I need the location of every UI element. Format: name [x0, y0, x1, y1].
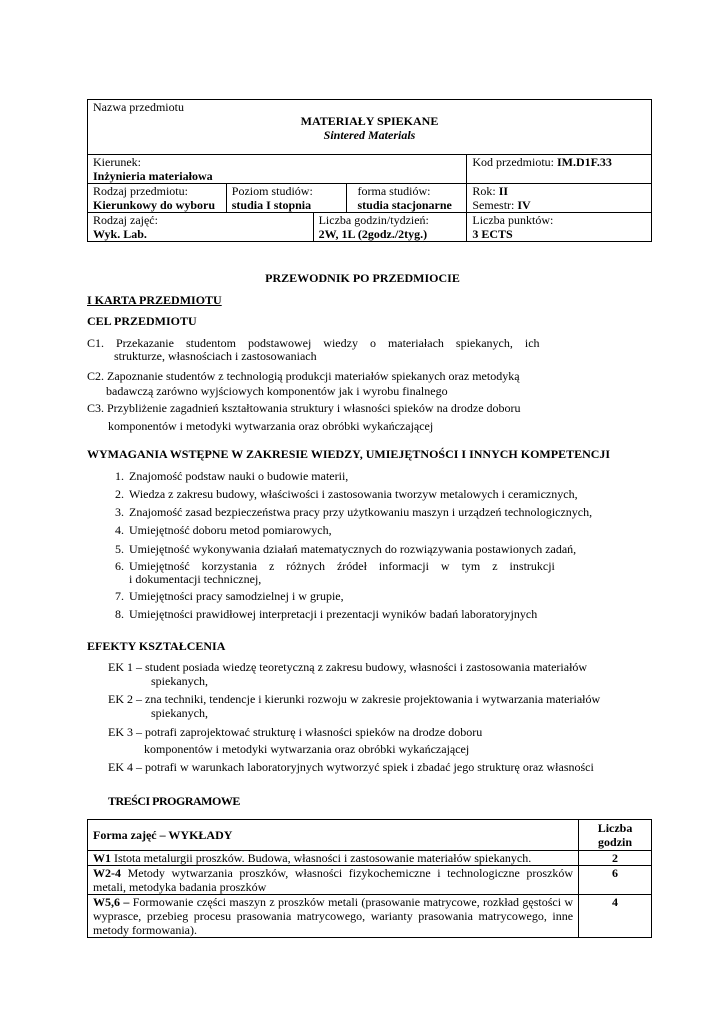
- semester-value: IV: [517, 198, 531, 212]
- code-label: Kod przedmiotu:: [472, 155, 555, 169]
- goal-c1-line1: C1. Przekazanie studentom podstawowej wiedzy o materiałach spiekanych, ich: [87, 336, 540, 350]
- classes-value: Wyk. Lab.: [93, 227, 147, 241]
- hours-value: 2W, 1L (2godz./2tyg.): [318, 227, 428, 241]
- level-value: studia I stopnia: [231, 198, 312, 212]
- direction-value: Inżynieria materiałowa: [93, 169, 213, 183]
- subject-label: Nazwa przedmiotu: [93, 100, 184, 114]
- hours-label: Liczba godzin/tydzień:: [318, 213, 429, 227]
- lecture-row-2-hours: 6: [579, 866, 652, 895]
- classes-label: Rodzaj zajęć:: [93, 213, 158, 227]
- semester-label: Semestr:: [472, 198, 515, 212]
- lectures-table: [87, 819, 652, 938]
- goal-c2-line1: C2. Zapoznanie studentów z technologią produkcji materiałów spiekanych oraz metodyką: [87, 369, 520, 383]
- lecture-row-1: W1 Istota metalurgii proszków. Budowa, własności i zastosowanie materiałów spiekanych.: [88, 851, 579, 866]
- type-value: Kierunkowy do wyboru: [93, 198, 216, 212]
- lecture-row-3-hours: 4: [579, 895, 652, 938]
- level-cell: [226, 184, 346, 213]
- effect-ek3-line2: komponentów i metodyki wytwarzania oraz obróbki wykańczającej: [144, 742, 470, 756]
- points-value: 3 ECTS: [472, 227, 513, 241]
- direction-label: Kierunek:: [93, 155, 141, 169]
- goal-c2-line2: badawczą zarówno wyjściowych komponentów jak i wyrobu finalnego: [106, 384, 448, 398]
- program-title: TREŚCI PROGRAMOWE: [108, 794, 240, 808]
- subject-title: MATERIAŁY SPIEKANE: [300, 114, 439, 128]
- direction-cell: [88, 155, 467, 184]
- points-cell: [467, 213, 652, 242]
- type-cell: [88, 184, 227, 213]
- code-value: IM.D1F.33: [557, 155, 612, 169]
- form-label: forma studiów:: [357, 184, 431, 198]
- subject-title-en: Sintered Materials: [323, 128, 416, 142]
- lecture-row-3: W5,6 – Formowanie części maszyn z proszków metali (prasowanie matrycowe, rozkład gęstości w wyprasce, przebieg procesu prasowania matrycowego, warianty prasowania matrycowego, inne metody formowania).: [88, 895, 579, 938]
- guide-title: PRZEWODNIK PO PRZEDMIOCIE: [265, 271, 460, 285]
- form-cell: [346, 184, 467, 213]
- year-label: Rok:: [472, 184, 496, 198]
- points-label: Liczba punktów:: [472, 213, 554, 227]
- card-title: I KARTA PRZEDMIOTU: [87, 293, 222, 307]
- goal-c3-line1: C3. Przybliżenie zagadnień kształtowania struktury i własności spieków na drodze doboru: [87, 401, 521, 415]
- lecture-row-1-hours: 2: [579, 851, 652, 866]
- classes-cell: [88, 213, 314, 242]
- level-label: Poziom studiów:: [231, 184, 313, 198]
- requirements-list: 1. Znajomość podstaw nauki o budowie materii, 2. Wiedza z zakresu budowy, właściwości i zastosowania tworzyw metalowych i ceramicznych, 3. Znajomość zasad bezpieczeństwa pracy przy użytkowaniu maszyn i urządzeń technologicznych, 4. Umiejętność doboru metod pomiarowych, 5. Umiejętność wykonywania działań matematycznych do rozwiązywania postawionych zadań, 6. Umiejętność korzystania z różnych źródeł informacji w tym z instrukcji i dokumentacji technicznej, 7. Umiejętności pracy samodzielnej i w grupie, 8. Umiejętności prawidłowej interpretacji i prezentacji wyników badań laboratoryjnych: [115, 469, 593, 621]
- goal-title: CEL PRZEDMIOTU: [87, 314, 197, 328]
- lectures-header-hours: Liczba godzin: [579, 820, 652, 851]
- lecture-row-2: W2-4 Metody wytwarzania proszków, własności fizykochemiczne i technologiczne proszków metali, metodyka badania proszków: [88, 866, 579, 895]
- subject-name-cell: [88, 100, 652, 155]
- goal-c3-line2: komponentów i metodyki wytwarzania oraz obróbki wykańczającej: [108, 419, 434, 433]
- effect-ek1-line2: spiekanych,: [151, 674, 208, 688]
- type-label: Rodzaj przedmiotu:: [93, 184, 188, 198]
- effect-ek3-line1: EK 3 – potrafi zaprojektować strukturę i własności spieków na drodze doboru: [108, 725, 483, 739]
- code-cell: [467, 155, 652, 184]
- effect-ek2-line2: spiekanych,: [151, 706, 208, 720]
- goal-c1-line2: strukturze, własnościach i zastosowaniach: [114, 349, 317, 363]
- effects-title: EFEKTY KSZTAŁCENIA: [87, 639, 226, 653]
- hours-cell: [313, 213, 467, 242]
- lectures-header-form: Forma zajęć – WYKŁADY: [88, 820, 579, 851]
- effect-ek1-line1: EK 1 – student posiada wiedzę teoretyczną z zakresu budowy, własności i zastosowania materiałów: [108, 660, 588, 674]
- requirement-6-cont: i dokumentacji technicznej,: [129, 572, 262, 586]
- year-semester-cell: [467, 184, 652, 213]
- effect-ek2-line1: EK 2 – zna techniki, tendencje i kierunki rozwoju w zakresie projektowania i wytwarzania materiałów: [108, 692, 601, 706]
- subject-info-table: [87, 99, 652, 242]
- form-value: studia stacjonarne: [357, 198, 452, 212]
- requirements-title: WYMAGANIA WSTĘPNE W ZAKRESIE WIEDZY, UMIEJĘTNOŚCI I INNYCH KOMPETENCJI: [87, 447, 611, 461]
- effect-ek4-line1: EK 4 – potrafi w warunkach laboratoryjnych wytworzyć spiek i zbadać jego strukturę oraz własności: [108, 760, 594, 774]
- year-value: II: [498, 184, 509, 198]
